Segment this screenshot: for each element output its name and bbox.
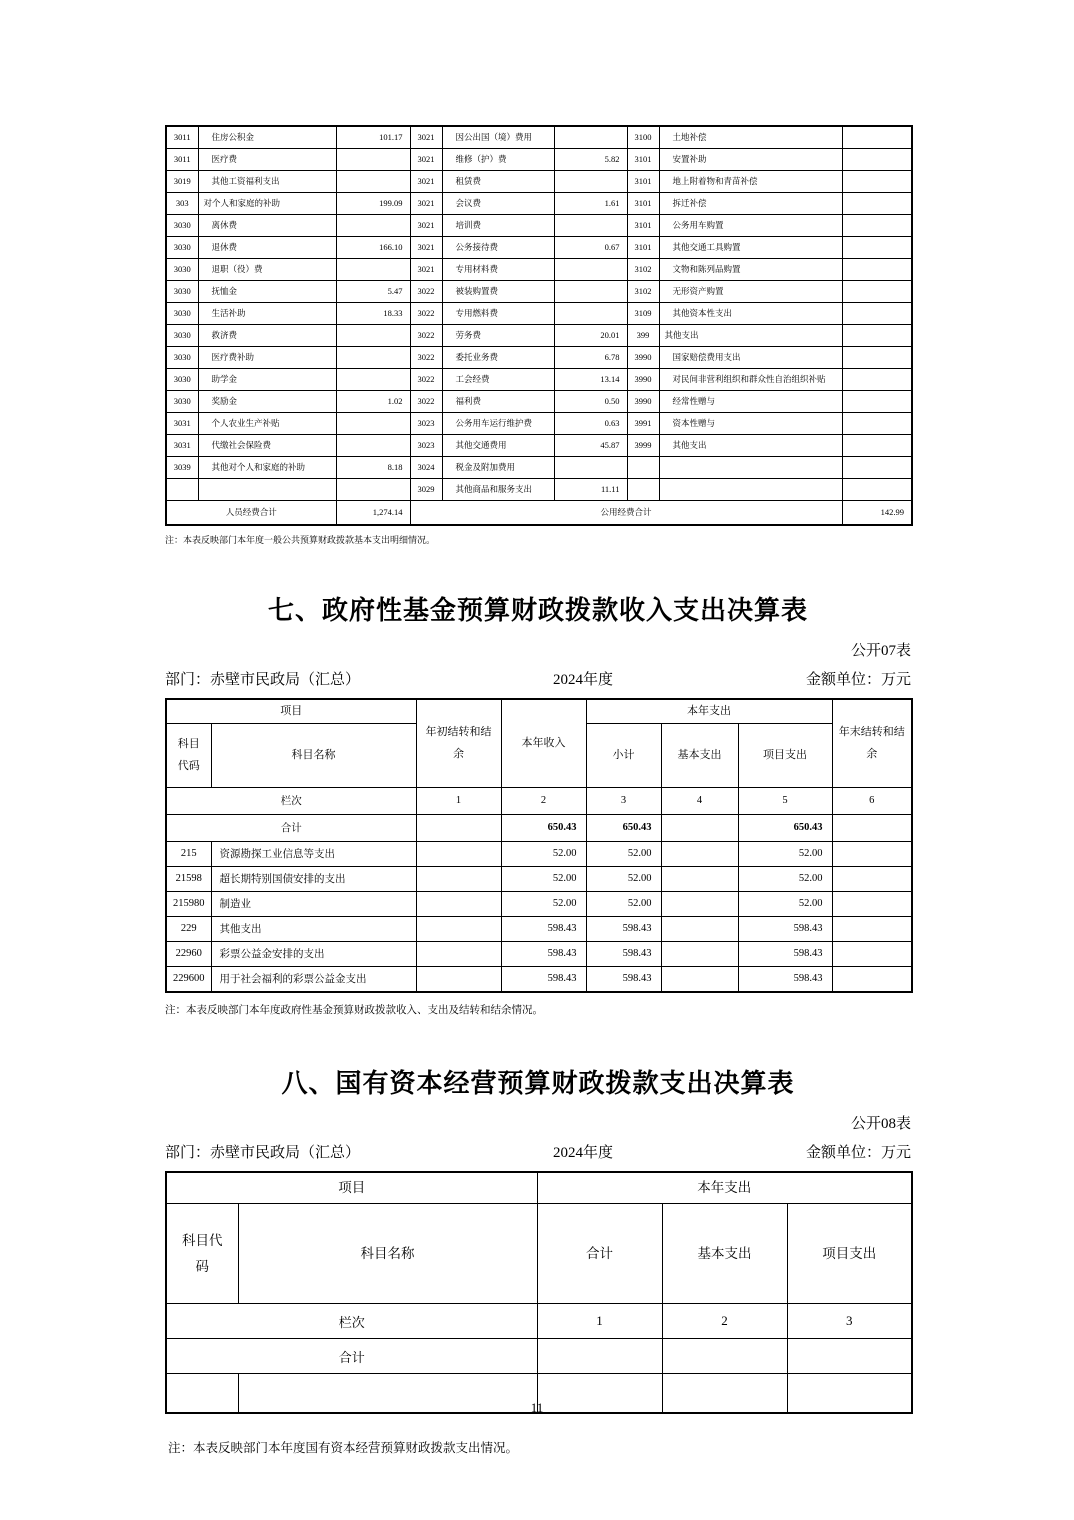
table-cell xyxy=(659,457,842,479)
table-cell: 3030 xyxy=(166,237,198,259)
table-cell: 3031 xyxy=(166,435,198,457)
table-cell xyxy=(416,841,501,866)
table-cell: 3029 xyxy=(410,479,442,501)
table-cell: 101.17 xyxy=(336,126,410,149)
table-cell: 229600 xyxy=(166,966,211,992)
table-row xyxy=(166,215,912,237)
table-cell: 资源勘探工业信息等支出 xyxy=(211,841,416,866)
table7-title: 七、政府性基金预算财政拨款收入支出决算表 xyxy=(267,595,808,625)
table-cell: 3999 xyxy=(627,435,659,457)
table-cell: 助学金 xyxy=(198,369,336,391)
table-cell: 598.43 xyxy=(586,916,661,941)
table-cell xyxy=(661,841,738,866)
header-project-exp: 项目支出 xyxy=(787,1204,912,1304)
table-cell: 598.43 xyxy=(501,941,586,966)
table-cell: 20.01 xyxy=(554,325,627,347)
header-subtotal: 小计 xyxy=(586,723,661,787)
table-cell: 0.63 xyxy=(554,413,627,435)
table-row xyxy=(166,866,912,891)
table-cell xyxy=(661,866,738,891)
table-cell: 3021 xyxy=(410,259,442,281)
table-cell: 3021 xyxy=(410,215,442,237)
lanci-label: 栏次 xyxy=(166,787,416,814)
table-cell: 215 xyxy=(166,841,211,866)
table-cell: 公务接待费 xyxy=(442,237,554,259)
lanci-col: 1 xyxy=(537,1304,662,1339)
table-cell: 文物和陈列品购置 xyxy=(659,259,842,281)
table-row xyxy=(166,259,912,281)
table-cell: 3021 xyxy=(410,193,442,215)
header-expense: 本年支出 xyxy=(537,1172,912,1204)
note-state-capital-table: 注：本表反映部门本年度国有资本经营预算财政拨款支出情况。 xyxy=(168,1441,519,1455)
table-cell: 199.09 xyxy=(336,193,410,215)
public-total-value: 142.99 xyxy=(842,501,912,526)
table-header-row xyxy=(166,699,912,723)
table-cell: 对民间非营利组织和群众性自治组织补贴 xyxy=(659,369,842,391)
header-begin-balance: 年初结转和结余 xyxy=(416,699,501,787)
header-basic-exp: 基本支出 xyxy=(661,723,738,787)
table-cell: 3022 xyxy=(410,325,442,347)
table-cell: 598.43 xyxy=(738,966,832,992)
table-cell: 其他商品和服务支出 xyxy=(442,479,554,501)
table8-meta-line xyxy=(165,1141,911,1162)
table-cell: 3030 xyxy=(166,281,198,303)
table-cell: 52.00 xyxy=(501,866,586,891)
lanci-col: 3 xyxy=(586,787,661,814)
table-cell xyxy=(661,966,738,992)
table-cell: 52.00 xyxy=(738,866,832,891)
lanci-col: 2 xyxy=(662,1304,787,1339)
table-cell: 超长期特别国债安排的支出 xyxy=(211,866,416,891)
table-cell: 退休费 xyxy=(198,237,336,259)
table-cell: 其他支出 xyxy=(659,325,842,347)
state-capital-table xyxy=(165,1171,913,1415)
table-cell xyxy=(832,941,912,966)
table-cell: 18.33 xyxy=(336,303,410,325)
table-cell: 资本性赠与 xyxy=(659,413,842,435)
table-cell xyxy=(842,149,912,171)
table-cell: 0.50 xyxy=(554,391,627,413)
lanci-col: 3 xyxy=(787,1304,912,1339)
table-cell: 215980 xyxy=(166,891,211,916)
lanci-col: 6 xyxy=(832,787,912,814)
table-cell: 会议费 xyxy=(442,193,554,215)
table-subheader-row xyxy=(166,1204,912,1304)
table-cell: 22960 xyxy=(166,941,211,966)
table-cell xyxy=(842,347,912,369)
header-subject-code: 科目代码 xyxy=(166,1204,238,1304)
table-cell: 1.61 xyxy=(554,193,627,215)
table-cell: 0.67 xyxy=(554,237,627,259)
table-row xyxy=(166,941,912,966)
header-project-exp: 项目支出 xyxy=(738,723,832,787)
header-project: 项目 xyxy=(166,699,416,723)
table-cell: 劳务费 xyxy=(442,325,554,347)
table8-sheet-label: 公开08表 xyxy=(850,1115,911,1132)
table-cell: 个人农业生产补贴 xyxy=(198,413,336,435)
table-cell: 维修（护）费 xyxy=(442,149,554,171)
table-cell: 被装购置费 xyxy=(442,281,554,303)
table-cell: 3022 xyxy=(410,347,442,369)
table-cell: 其他交通工具购置 xyxy=(659,237,842,259)
table-cell: 3021 xyxy=(410,126,442,149)
table-cell: 地上附着物和青苗补偿 xyxy=(659,171,842,193)
table-cell: 其他支出 xyxy=(659,435,842,457)
table-cell: 其他工资福利支出 xyxy=(198,171,336,193)
table-cell: 3030 xyxy=(166,347,198,369)
public-total-label: 公用经费合计 xyxy=(410,501,842,526)
table-cell xyxy=(842,479,912,501)
table-row xyxy=(166,479,912,501)
table-cell: 代缴社会保险费 xyxy=(198,435,336,457)
table-cell xyxy=(554,303,627,325)
table-cell: 52.00 xyxy=(586,891,661,916)
table-cell xyxy=(832,841,912,866)
table-cell xyxy=(554,171,627,193)
table-cell xyxy=(842,259,912,281)
table-cell: 制造业 xyxy=(211,891,416,916)
table-cell: 3109 xyxy=(627,303,659,325)
table-cell: 培训费 xyxy=(442,215,554,237)
table-cell: 650.43 xyxy=(738,814,832,841)
table-cell: 其他资本性支出 xyxy=(659,303,842,325)
header-subject-name: 科目名称 xyxy=(211,723,416,787)
table-cell: 6.78 xyxy=(554,347,627,369)
table-cell: 3011 xyxy=(166,126,198,149)
table-cell: 3100 xyxy=(627,126,659,149)
table-cell xyxy=(336,171,410,193)
table8-department: 部门：赤壁市民政局（汇总） xyxy=(165,1144,361,1161)
table-cell: 3030 xyxy=(166,391,198,413)
header-end-balance: 年末结转和结余 xyxy=(832,699,912,787)
table-cell: 生活补助 xyxy=(198,303,336,325)
table-cell xyxy=(661,814,738,841)
table-cell xyxy=(336,347,410,369)
table-cell: 3991 xyxy=(627,413,659,435)
table-row xyxy=(166,171,912,193)
table-cell: 3030 xyxy=(166,325,198,347)
table-cell: 公务用车购置 xyxy=(659,215,842,237)
table-cell: 52.00 xyxy=(501,891,586,916)
table-cell xyxy=(842,237,912,259)
table-cell xyxy=(662,1339,787,1374)
table-cell xyxy=(198,479,336,501)
table8-unit: 金额单位：万元 xyxy=(805,1144,911,1161)
table-cell: 303 xyxy=(166,193,198,215)
table-cell xyxy=(554,259,627,281)
table-row xyxy=(166,303,912,325)
table-cell: 用于社会福利的彩票公益金支出 xyxy=(211,966,416,992)
table-cell: 3022 xyxy=(410,303,442,325)
table-cell: 8.18 xyxy=(336,457,410,479)
table-cell: 3022 xyxy=(410,281,442,303)
table-cell xyxy=(832,916,912,941)
table-cell: 598.43 xyxy=(501,916,586,941)
table-cell: 对个人和家庭的补助 xyxy=(198,193,336,215)
table-cell: 土地补偿 xyxy=(659,126,842,149)
table-cell: 229 xyxy=(166,916,211,941)
table-cell xyxy=(661,891,738,916)
table-cell xyxy=(832,866,912,891)
table-cell xyxy=(842,193,912,215)
table-row xyxy=(166,325,912,347)
table-cell xyxy=(832,814,912,841)
table-cell: 退职（役）费 xyxy=(198,259,336,281)
table-cell xyxy=(842,215,912,237)
table-cell: 5.47 xyxy=(336,281,410,303)
table-cell xyxy=(661,941,738,966)
column-index-row xyxy=(166,787,912,814)
table-cell xyxy=(842,369,912,391)
column-index-row xyxy=(166,1304,912,1339)
table-cell xyxy=(336,479,410,501)
table-cell xyxy=(842,126,912,149)
table-row-total xyxy=(166,1339,912,1374)
total-label: 合计 xyxy=(166,1339,537,1374)
table-cell: 医疗费补助 xyxy=(198,347,336,369)
table-cell xyxy=(554,457,627,479)
total-label: 合计 xyxy=(166,814,416,841)
table-cell: 3022 xyxy=(410,369,442,391)
table-row xyxy=(166,347,912,369)
table-cell: 3102 xyxy=(627,259,659,281)
table-cell xyxy=(416,941,501,966)
table-cell: 专用材料费 xyxy=(442,259,554,281)
table-cell: 公务用车运行维护费 xyxy=(442,413,554,435)
header-subject-name: 科目名称 xyxy=(238,1204,537,1304)
header-income: 本年收入 xyxy=(501,699,586,787)
table-row xyxy=(166,435,912,457)
table-row xyxy=(166,391,912,413)
table-cell xyxy=(416,916,501,941)
table-cell: 住房公积金 xyxy=(198,126,336,149)
table-cell xyxy=(336,325,410,347)
table7-period: 2024年度 xyxy=(552,672,613,688)
table-cell: 3039 xyxy=(166,457,198,479)
lanci-col: 5 xyxy=(738,787,832,814)
header-basic-exp: 基本支出 xyxy=(662,1204,787,1304)
table-cell xyxy=(627,479,659,501)
table-row xyxy=(166,916,912,941)
table-cell: 52.00 xyxy=(586,841,661,866)
table-cell xyxy=(832,966,912,992)
table-cell: 1.02 xyxy=(336,391,410,413)
table-cell: 救济费 xyxy=(198,325,336,347)
table-cell xyxy=(336,149,410,171)
table-cell: 3990 xyxy=(627,369,659,391)
table-row xyxy=(166,193,912,215)
table-cell xyxy=(659,479,842,501)
table-cell: 专用燃料费 xyxy=(442,303,554,325)
table-cell: 3024 xyxy=(410,457,442,479)
table-cell: 无形资产购置 xyxy=(659,281,842,303)
table-header-row xyxy=(166,1172,912,1204)
header-project: 项目 xyxy=(166,1172,537,1204)
table-cell: 5.82 xyxy=(554,149,627,171)
table7-department: 部门：赤壁市民政局（汇总） xyxy=(165,672,361,688)
table-cell: 拆迁补偿 xyxy=(659,193,842,215)
table-cell xyxy=(787,1339,912,1374)
table7-sheet-label: 公开07表 xyxy=(850,643,911,659)
table-cell: 3021 xyxy=(410,171,442,193)
table-cell: 3101 xyxy=(627,193,659,215)
table-cell xyxy=(336,369,410,391)
table-cell: 其他交通费用 xyxy=(442,435,554,457)
table-cell xyxy=(554,215,627,237)
table-cell: 抚恤金 xyxy=(198,281,336,303)
table-row xyxy=(166,413,912,435)
table-cell: 福利费 xyxy=(442,391,554,413)
table-cell: 13.14 xyxy=(554,369,627,391)
table-cell: 3030 xyxy=(166,369,198,391)
note-fund-table: 注：本表反映部门本年度政府性基金预算财政拨款收入、支出及结转和结余情况。 xyxy=(165,1004,543,1016)
table-cell: 11.11 xyxy=(554,479,627,501)
table-cell: 3990 xyxy=(627,347,659,369)
table7-meta-line xyxy=(165,668,911,689)
table-cell: 52.00 xyxy=(738,841,832,866)
table-cell xyxy=(842,391,912,413)
table-cell xyxy=(842,413,912,435)
table-cell: 税金及附加费用 xyxy=(442,457,554,479)
table-cell: 598.43 xyxy=(586,966,661,992)
table-cell: 医疗费 xyxy=(198,149,336,171)
table-cell: 399 xyxy=(627,325,659,347)
table-cell xyxy=(842,171,912,193)
table-row xyxy=(166,841,912,866)
lanci-col: 2 xyxy=(501,787,586,814)
table-cell: 国家赔偿费用支出 xyxy=(659,347,842,369)
table-cell: 52.00 xyxy=(586,866,661,891)
table-cell xyxy=(336,435,410,457)
table-row xyxy=(166,369,912,391)
table-cell xyxy=(627,457,659,479)
table-cell: 3030 xyxy=(166,259,198,281)
table-cell: 3019 xyxy=(166,171,198,193)
table-cell: 彩票公益金安排的支出 xyxy=(211,941,416,966)
table-cell: 3021 xyxy=(410,149,442,171)
table-cell xyxy=(554,126,627,149)
table-cell: 3023 xyxy=(410,435,442,457)
personnel-total-value: 1,274.14 xyxy=(336,501,410,526)
table-cell xyxy=(842,325,912,347)
table-cell: 安置补助 xyxy=(659,149,842,171)
table-cell: 3022 xyxy=(410,391,442,413)
table-cell: 奖励金 xyxy=(198,391,336,413)
table-cell xyxy=(537,1339,662,1374)
table-cell xyxy=(842,303,912,325)
table-cell: 3021 xyxy=(410,237,442,259)
table-row xyxy=(166,281,912,303)
table-row xyxy=(166,237,912,259)
table-cell: 因公出国（境）费用 xyxy=(442,126,554,149)
header-subject-code: 科目代码 xyxy=(166,723,211,787)
table-cell: 3101 xyxy=(627,215,659,237)
table-cell xyxy=(336,413,410,435)
table-cell: 45.87 xyxy=(554,435,627,457)
table8-title: 八、国有资本经营预算财政拨款支出决算表 xyxy=(281,1067,795,1098)
page-content xyxy=(165,125,911,1456)
table-cell: 3031 xyxy=(166,413,198,435)
table-cell: 598.43 xyxy=(738,941,832,966)
table-cell xyxy=(416,814,501,841)
table-cell: 其他对个人和家庭的补助 xyxy=(198,457,336,479)
table-cell: 52.00 xyxy=(738,891,832,916)
table-row xyxy=(166,149,912,171)
table-cell: 经常性赠与 xyxy=(659,391,842,413)
table-row xyxy=(166,457,912,479)
header-total: 合计 xyxy=(537,1204,662,1304)
table-cell xyxy=(832,891,912,916)
note-basic-table: 注：本表反映部门本年度一般公共预算财政拨款基本支出明细情况。 xyxy=(165,535,436,545)
table-cell: 3030 xyxy=(166,303,198,325)
table-cell: 3990 xyxy=(627,391,659,413)
table-cell: 3030 xyxy=(166,215,198,237)
table-cell: 3101 xyxy=(627,171,659,193)
table-cell: 3023 xyxy=(410,413,442,435)
table-cell: 委托业务费 xyxy=(442,347,554,369)
table-cell: 租赁费 xyxy=(442,171,554,193)
table-cell: 598.43 xyxy=(586,941,661,966)
table-cell: 3011 xyxy=(166,149,198,171)
table-cell xyxy=(336,215,410,237)
table-row xyxy=(166,966,912,992)
table-row-total xyxy=(166,814,912,841)
table-cell: 650.43 xyxy=(501,814,586,841)
table-cell xyxy=(416,966,501,992)
table-cell: 166.10 xyxy=(336,237,410,259)
lanci-col: 1 xyxy=(416,787,501,814)
table-cell xyxy=(554,281,627,303)
table-cell: 598.43 xyxy=(738,916,832,941)
table8-period: 2024年度 xyxy=(552,1144,613,1161)
header-expense: 本年支出 xyxy=(586,699,832,723)
table-cell xyxy=(336,259,410,281)
table-cell xyxy=(661,916,738,941)
table-cell: 其他支出 xyxy=(211,916,416,941)
table-cell xyxy=(842,281,912,303)
table-cell xyxy=(842,435,912,457)
table-cell: 3101 xyxy=(627,237,659,259)
page-number: 11 xyxy=(530,1400,544,1415)
table-cell xyxy=(842,457,912,479)
table-cell: 3101 xyxy=(627,149,659,171)
table-cell: 650.43 xyxy=(586,814,661,841)
table-row xyxy=(166,891,912,916)
lanci-label: 栏次 xyxy=(166,1304,537,1339)
table-cell: 21598 xyxy=(166,866,211,891)
table-cell: 3102 xyxy=(627,281,659,303)
table-row xyxy=(166,126,912,149)
fund-budget-table xyxy=(165,698,913,993)
table-row-totals xyxy=(166,501,912,526)
table-cell xyxy=(416,891,501,916)
table7-unit: 金额单位：万元 xyxy=(805,672,911,688)
lanci-col: 4 xyxy=(661,787,738,814)
personnel-total-label: 人员经费合计 xyxy=(166,501,336,526)
table-cell: 离休费 xyxy=(198,215,336,237)
table-cell: 工会经费 xyxy=(442,369,554,391)
table-cell: 598.43 xyxy=(501,966,586,992)
basic-expenditure-detail-table xyxy=(165,125,913,526)
table-cell: 52.00 xyxy=(501,841,586,866)
table-cell xyxy=(416,866,501,891)
table-cell xyxy=(166,479,198,501)
